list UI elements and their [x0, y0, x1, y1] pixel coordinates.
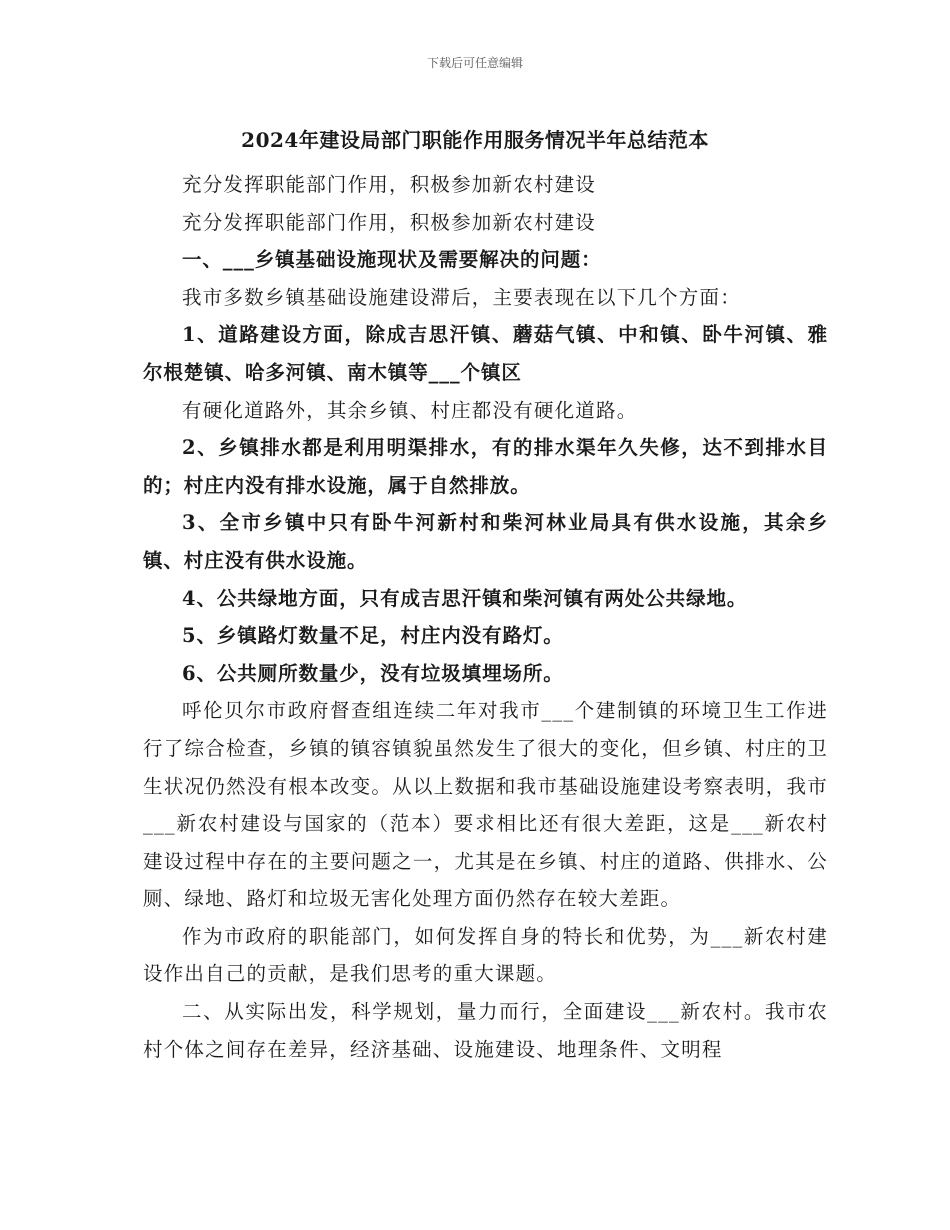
list-item-1-continued: 有硬化道路外，其余乡镇、村庄都没有硬化道路。	[182, 398, 638, 422]
paragraph-2: 充分发挥职能部门作用，积极参加新农村建设	[182, 210, 597, 234]
paragraph-inspection: 呼伦贝尔市政府督查组连续二年对我市___个建制镇的环境卫生工作进行了综合检查，乡镇的镇容镇貌虽然发生了很大的变化，但乡镇、村庄的卫生状况仍然没有根本改变。从以上数据和我市基础设施建设考察表明，我市___新农村建设与国家的（范本）要求相比还有很大差距，这是___新农村建设过程中存在的主要问题之一，尤其是在乡镇、村庄的道路、供排水、公厕、绿地、路灯和垃圾无害化处理方面仍然存在较大差距。	[143, 699, 828, 911]
list-item-3: 3、全市乡镇中只有卧牛河新村和柴河林业局具有供水设施，其余乡镇、村庄没有供水设施。	[143, 511, 828, 572]
list-item-6: 6、公共厕所数量少，没有垃圾填埋场所。	[182, 661, 564, 685]
paragraph-role: 作为市政府的职能部门，如何发挥自身的特长和优势，为___新农村建设作出自己的贡献，是我们思考的重大课题。	[143, 924, 828, 986]
list-item-2: 2、乡镇排水都是利用明渠排水，有的排水渠年久失修，达不到排水目的；村庄内没有排水设施，属于自然排放。	[143, 436, 828, 497]
document-body	[143, 166, 828, 1068]
list-item-1: 1、道路建设方面，除成吉思汗镇、蘑菇气镇、中和镇、卧牛河镇、雅尔根楚镇、哈多河镇、南木镇等___个镇区	[143, 323, 828, 384]
header-note: 下载后可任意编辑	[426, 56, 523, 70]
section-heading-2: 二、从实际出发，科学规划，量力而行，全面建设___新农村。我市农村个体之间存在差异，经济基础、设施建设、地理条件、文明程	[143, 1000, 828, 1061]
list-item-5: 5、乡镇路灯数量不足，村庄内没有路灯。	[182, 624, 564, 648]
list-item-4: 4、公共绿地方面，只有成吉思汗镇和柴河镇有两处公共绿地。	[182, 586, 748, 610]
paragraph-1: 充分发挥职能部门作用，积极参加新农村建设	[182, 173, 597, 196]
paragraph-intro: 我市多数乡镇基础设施建设滞后，主要表现在以下几个方面：	[182, 285, 741, 309]
section-heading-1: 一、___乡镇基础设施现状及需要解决的问题：	[182, 248, 602, 272]
document-title: 2024年建设局部门职能作用服务情况半年总结范本	[241, 128, 709, 152]
